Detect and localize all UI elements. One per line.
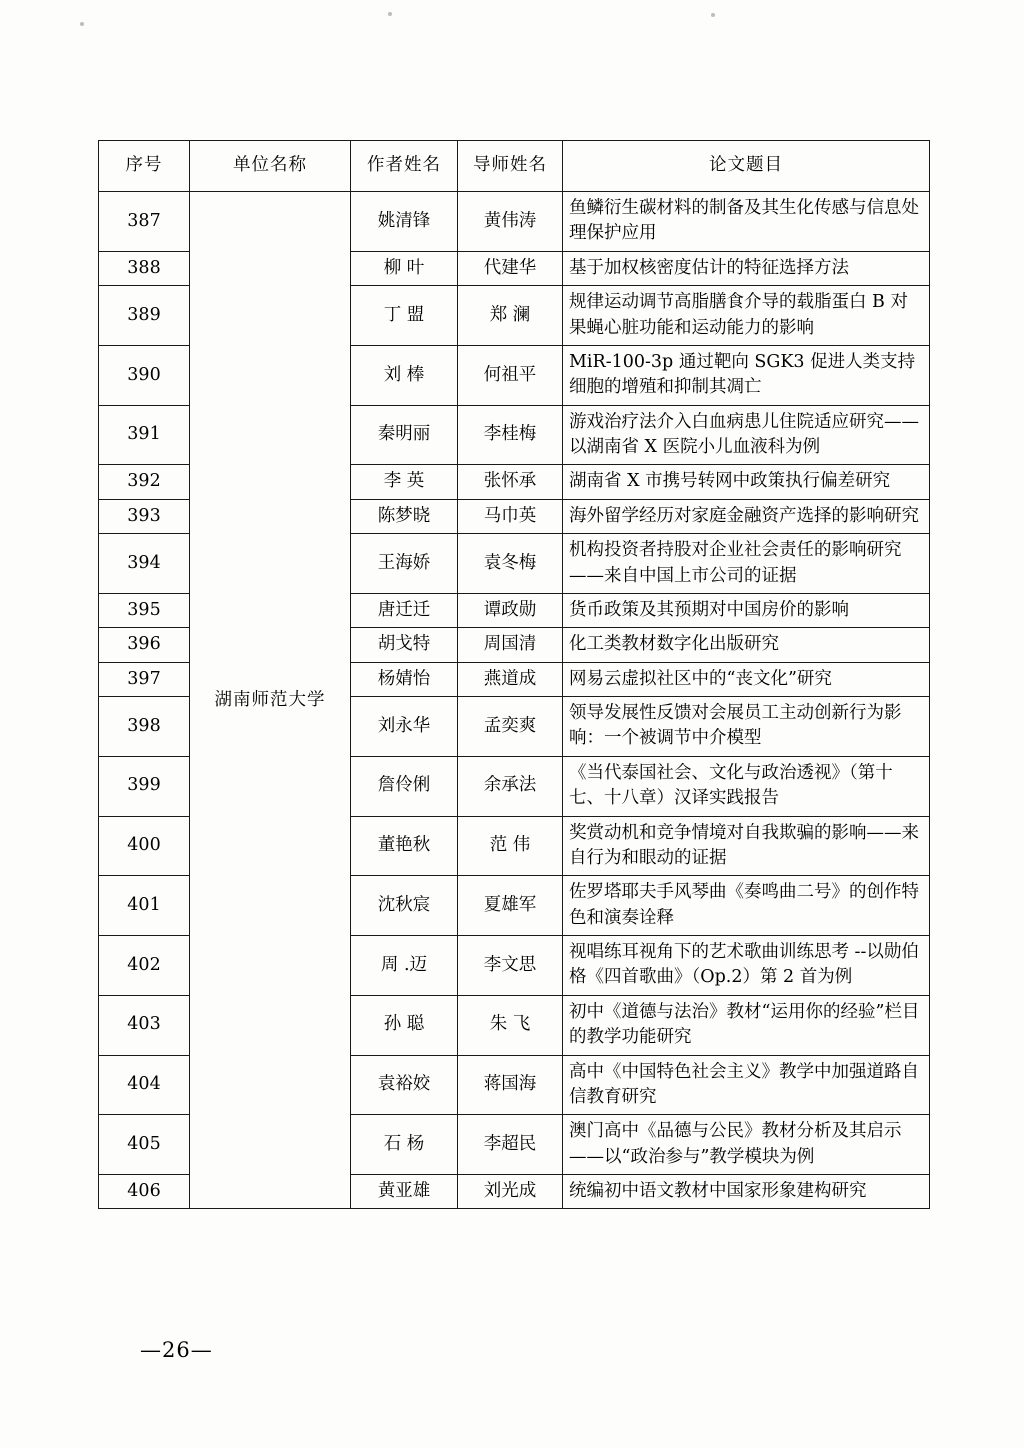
cell-advisor: 何祖平: [458, 345, 563, 405]
cell-advisor: 夏雄军: [458, 876, 563, 936]
cell-title: 视唱练耳视角下的艺术歌曲训练思考 --以勋伯格《四首歌曲》（Op.2）第 2 首为例: [563, 936, 930, 996]
cell-title: 机构投资者持股对企业社会责任的影响研究——来自中国上市公司的证据: [563, 534, 930, 594]
cell-author: 柳 叶: [351, 251, 458, 285]
cell-author: 姚清锋: [351, 192, 458, 252]
cell-advisor: 燕道成: [458, 662, 563, 696]
table-header-row: [99, 141, 930, 192]
scan-speckle: [711, 13, 715, 17]
cell-seq: 401: [99, 876, 190, 936]
cell-seq: 392: [99, 465, 190, 499]
cell-advisor: 李文思: [458, 936, 563, 996]
cell-unit-name: 湖南师范大学: [190, 192, 351, 1209]
cell-advisor: 谭政勋: [458, 593, 563, 627]
column-header-unit: 单位名称: [190, 141, 351, 192]
page-number: —26—: [140, 1338, 213, 1362]
cell-author: 杨婧怡: [351, 662, 458, 696]
cell-advisor: 李桂梅: [458, 405, 563, 465]
cell-title: 鱼鳞衍生碳材料的制备及其生化传感与信息处理保护应用: [563, 192, 930, 252]
cell-title: 高中《中国特色社会主义》教学中加强道路自信教育研究: [563, 1055, 930, 1115]
cell-author: 石 杨: [351, 1115, 458, 1175]
cell-title: 规律运动调节高脂膳食介导的载脂蛋白 B 对果蝇心脏功能和运动能力的影响: [563, 286, 930, 346]
cell-seq: 391: [99, 405, 190, 465]
cell-advisor: 李超民: [458, 1115, 563, 1175]
cell-seq: 405: [99, 1115, 190, 1175]
column-header-title: 论文题目: [563, 141, 930, 192]
cell-title: 网易云虚拟社区中的“丧文化”研究: [563, 662, 930, 696]
cell-seq: 406: [99, 1175, 190, 1209]
cell-title: 奖赏动机和竞争情境对自我欺骗的影响——来自行为和眼动的证据: [563, 816, 930, 876]
cell-title: 基于加权核密度估计的特征选择方法: [563, 251, 930, 285]
cell-author: 李 英: [351, 465, 458, 499]
cell-title: 佐罗塔耶夫手风琴曲《奏鸣曲二号》的创作特色和演奏诠释: [563, 876, 930, 936]
cell-advisor: 马巾英: [458, 499, 563, 533]
cell-author: 王海娇: [351, 534, 458, 594]
cell-title: 领导发展性反馈对会展员工主动创新行为影响：一个被调节中介模型: [563, 697, 930, 757]
cell-author: 胡戈特: [351, 628, 458, 662]
cell-seq: 396: [99, 628, 190, 662]
cell-seq: 388: [99, 251, 190, 285]
cell-title: 《当代泰国社会、文化与政治透视》（第十七、十八章）汉译实践报告: [563, 756, 930, 816]
cell-seq: 400: [99, 816, 190, 876]
cell-title: 海外留学经历对家庭金融资产选择的影响研究: [563, 499, 930, 533]
cell-author: 黄亚雄: [351, 1175, 458, 1209]
cell-author: 孙 聪: [351, 995, 458, 1055]
cell-title: 货币政策及其预期对中国房价的影响: [563, 593, 930, 627]
cell-seq: 389: [99, 286, 190, 346]
cell-author: 周 .迈: [351, 936, 458, 996]
cell-author: 詹伶俐: [351, 756, 458, 816]
cell-author: 袁裕姣: [351, 1055, 458, 1115]
cell-title: 统编初中语文教材中国家形象建构研究: [563, 1175, 930, 1209]
cell-advisor: 朱 飞: [458, 995, 563, 1055]
scan-speckle: [388, 12, 392, 16]
cell-seq: 397: [99, 662, 190, 696]
cell-seq: 404: [99, 1055, 190, 1115]
cell-author: 董艳秋: [351, 816, 458, 876]
cell-advisor: 代建华: [458, 251, 563, 285]
cell-seq: 402: [99, 936, 190, 996]
cell-title: 游戏治疗法介入白血病患儿住院适应研究——以湖南省 X 医院小儿血液科为例: [563, 405, 930, 465]
cell-seq: 387: [99, 192, 190, 252]
cell-advisor: 蒋国海: [458, 1055, 563, 1115]
cell-author: 沈秋宸: [351, 876, 458, 936]
cell-author: 丁 盟: [351, 286, 458, 346]
cell-seq: 398: [99, 697, 190, 757]
thesis-table: [98, 140, 930, 1209]
cell-title: 化工类教材数字化出版研究: [563, 628, 930, 662]
cell-author: 陈梦晓: [351, 499, 458, 533]
table-row: [99, 192, 930, 252]
cell-title: 初中《道德与法治》教材“运用你的经验”栏目的教学功能研究: [563, 995, 930, 1055]
cell-author: 刘 棒: [351, 345, 458, 405]
cell-title: MiR-100-3p 通过靶向 SGK3 促进人类支持细胞的增殖和抑制其凋亡: [563, 345, 930, 405]
cell-seq: 393: [99, 499, 190, 533]
cell-author: 秦明丽: [351, 405, 458, 465]
cell-title: 湖南省 X 市携号转网中政策执行偏差研究: [563, 465, 930, 499]
cell-seq: 399: [99, 756, 190, 816]
column-header-seq: 序号: [99, 141, 190, 192]
column-header-advisor: 导师姓名: [458, 141, 563, 192]
cell-advisor: 周国清: [458, 628, 563, 662]
cell-advisor: 刘光成: [458, 1175, 563, 1209]
cell-advisor: 张怀承: [458, 465, 563, 499]
cell-advisor: 孟奕爽: [458, 697, 563, 757]
cell-advisor: 郑 澜: [458, 286, 563, 346]
cell-seq: 390: [99, 345, 190, 405]
cell-advisor: 余承法: [458, 756, 563, 816]
scan-speckle: [80, 22, 84, 26]
cell-seq: 403: [99, 995, 190, 1055]
cell-advisor: 黄伟涛: [458, 192, 563, 252]
cell-author: 刘永华: [351, 697, 458, 757]
cell-advisor: 袁冬梅: [458, 534, 563, 594]
cell-seq: 395: [99, 593, 190, 627]
cell-advisor: 范 伟: [458, 816, 563, 876]
cell-title: 澳门高中《品德与公民》教材分析及其启示——以“政治参与”教学模块为例: [563, 1115, 930, 1175]
column-header-author: 作者姓名: [351, 141, 458, 192]
cell-seq: 394: [99, 534, 190, 594]
cell-author: 唐迁迁: [351, 593, 458, 627]
